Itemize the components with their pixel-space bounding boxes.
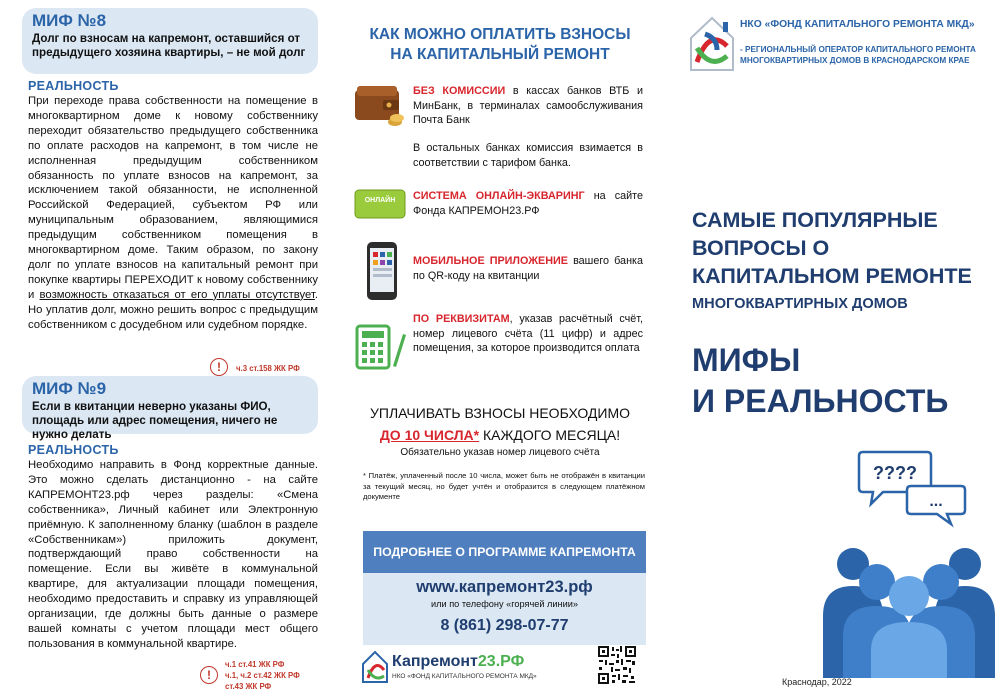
payment-method-cashier bbox=[413, 84, 643, 128]
myth-9-reality-text: Необходимо направить в Фонд корректные данные. Это можно сделать дистанционно - на сайте КАПРЕМОНТ23.рф через разделы: «Смена собственника», Личный кабинет или Электронную приёмную. К заполненному бланку (шаблон в разделе «Собственникам») приложить документ, подтверждающий право собственности на помещение. Если вы живёте в коммунальной квартире, для актуализации площади помещения, необходимо предоставить и справку из управляющей организации, где должны быть данные о размере вашей комнаты с учетом площади мест общего пользования в коммунальной квартире. bbox=[28, 459, 318, 650]
myths-title bbox=[692, 340, 997, 422]
method-4-text: , указав расчётный счёт, номер лицевого счёта (11 цифр) и адрес помещения, за которое производится оплата bbox=[413, 313, 643, 354]
payment-title-line-1: КАК МОЖНО ОПЛАТИТЬ ВЗНОСЫ bbox=[369, 26, 631, 43]
org-subtitle: - РЕГИОНАЛЬНЫЙ ОПЕРАТОР КАПИТАЛЬНОГО РЕМОНТА МНОГОКВАРТИРНЫХ ДОМОВ В КРАСНОДАРСКОМ КРАЕ bbox=[740, 45, 976, 65]
deadline-line-1: УПЛАЧИВАТЬ ВЗНОСЫ НЕОБХОДИМО bbox=[369, 405, 631, 421]
cover-title-line-1: САМЫЕ ПОПУЛЯРНЫЕ bbox=[692, 208, 938, 232]
myths-title-line-2: И РЕАЛЬНОСТЬ bbox=[692, 383, 949, 419]
myth-8-title: МИФ №8 bbox=[32, 11, 107, 30]
cover-column bbox=[665, 0, 1000, 692]
wallet-icon bbox=[353, 80, 405, 128]
calculator-document-icon bbox=[355, 322, 407, 372]
bubble-dots-text: ... bbox=[929, 493, 943, 510]
myth-9-statement: Если в квитанции неверно указаны ФИО, площадь или адрес помещения, ничего не нужно делать bbox=[32, 400, 278, 441]
contacts-box bbox=[363, 573, 646, 645]
myth-9-title: МИФ №9 bbox=[32, 379, 107, 398]
deadline-footnote: * Платёж, уплаченный после 10 числа, может быть не отображён в квитанции за текущий месяц, но будет учтён и отобразится в следующем платёжном документе bbox=[363, 471, 645, 501]
method-3-text: вашего банка по QR-коду на квитанции bbox=[413, 255, 643, 282]
city-year: Краснодар, 2022 bbox=[782, 677, 852, 687]
myth-8-text-end: . Но уплатив долг, можно решить вопрос с предыдущим собственником с досудебном или судебном порядке. bbox=[28, 288, 318, 331]
warning-icon: ! bbox=[210, 358, 228, 376]
warning-icon: ! bbox=[200, 666, 218, 684]
myth-8-reality-label: РЕАЛЬНОСТЬ bbox=[28, 79, 119, 93]
cover-title bbox=[692, 206, 997, 290]
method-4-highlight: ПО РЕКВИЗИТАМ bbox=[413, 313, 510, 325]
method-1-text: в кассах банков ВТБ и МинБанк, в терминалах самообслуживания Почта Банк bbox=[413, 85, 643, 126]
qr-code-icon[interactable] bbox=[597, 645, 637, 685]
fund-logo-icon bbox=[687, 14, 737, 72]
method-3-highlight: МОБИЛЬНОЕ ПРИЛОЖЕНИЕ bbox=[413, 255, 568, 267]
logo-text bbox=[392, 653, 524, 671]
deadline-account-note: Обязательно указав номер лицевого счёта bbox=[400, 447, 600, 458]
program-info-banner: ПОДРОБНЕЕ О ПРОГРАММЕ КАПРЕМОНТА bbox=[363, 531, 646, 573]
smartphone-icon bbox=[365, 240, 399, 302]
myth-9-reference-3: ст.43 ЖК РФ bbox=[225, 682, 272, 691]
cover-title-line-3: КАПИТАЛЬНОМ РЕМОНТЕ bbox=[692, 264, 972, 288]
logo-subtitle: НКО «ФОНД КАПИТАЛЬНОГО РЕМОНТА МКД» bbox=[392, 673, 537, 680]
hotline-phone[interactable]: 8 (861) 298-07-77 bbox=[440, 617, 569, 634]
deadline-highlight: ДО 10 ЧИСЛА* bbox=[379, 427, 480, 443]
myths-column bbox=[0, 0, 335, 692]
org-name: НКО «ФОНД КАПИТАЛЬНОГО РЕМОНТА МКД» bbox=[740, 19, 975, 30]
payment-method-requisites bbox=[413, 312, 643, 356]
bubble-question-text: ???? bbox=[873, 463, 917, 483]
myth-8-reality-text bbox=[28, 94, 318, 333]
method-2-text: на сайте Фонда КАПРЕМОН23.РФ bbox=[413, 190, 643, 217]
payment-title bbox=[335, 25, 665, 65]
payment-commission-note: В остальных банках комиссия взимается в соответствии с тарифом банка. bbox=[413, 142, 643, 169]
payment-method-online bbox=[413, 189, 643, 218]
myth-9-reference-1: ч.1 ст.41 ЖК РФ bbox=[225, 660, 285, 669]
phone-caption: или по телефону «горячей линии» bbox=[431, 599, 578, 609]
myth-9-reference-2: ч.1, ч.2 ст.42 ЖК РФ bbox=[225, 671, 300, 680]
people-questions-illustration bbox=[815, 446, 995, 678]
myth-8-box bbox=[22, 8, 318, 74]
myth-8-text-main: При переходе права собственности на помещение в многоквартирном доме к новому собственнику переходит обязательство предыдущего собственника по оплате расходов на капремонт, в том числе не исполненная предыдущим собственником обязанность по уплате взносов на капремонт, за исключением такой обязанности, не исполненной Российской Федерацией, субъектом РФ или муниципальным образованием, являющимися предыдущим собственником помещения в многоквартирном доме. Таким образом, по закону долг по уплате взносов на капитальный ремонт при покупке квартиры ПЕРЕХОДИТ к новому собственнику и bbox=[28, 95, 318, 301]
website-link[interactable]: www.капремонт23.рф bbox=[416, 578, 593, 596]
method-1-highlight: БЕЗ КОМИССИИ bbox=[413, 85, 506, 97]
myth-8-statement: Долг по взносам на капремонт, оставшийся от предыдущего хозяина квартиры, – не мой долг bbox=[32, 32, 306, 59]
myth-8-reference: ч.3 ст.158 ЖК РФ bbox=[236, 364, 300, 373]
myth-8-text-underlined: возможность отказаться от его уплаты отсутствует bbox=[39, 288, 315, 301]
payment-title-line-2: НА КАПИТАЛЬНЫЙ РЕМОНТ bbox=[390, 46, 610, 63]
logo-text-accent: 23.РФ bbox=[477, 653, 525, 670]
card-label: ОНЛАЙН bbox=[364, 197, 396, 204]
payment-method-mobile bbox=[413, 254, 643, 283]
myth-9-box bbox=[22, 376, 318, 441]
logo-text-main: Капремонт bbox=[392, 653, 478, 670]
deadline-rest: КАЖДОГО МЕСЯЦА! bbox=[479, 427, 621, 443]
bank-card-icon bbox=[353, 188, 409, 220]
cover-title-line-2: ВОПРОСЫ О bbox=[692, 236, 830, 260]
kapremont-logo bbox=[360, 648, 570, 688]
payment-column bbox=[335, 0, 665, 692]
myth-9-reality-label: РЕАЛЬНОСТЬ bbox=[28, 443, 119, 457]
deadline-line-2 bbox=[335, 426, 665, 444]
house-logo-icon bbox=[360, 648, 390, 684]
myths-title-line-1: МИФЫ bbox=[692, 342, 801, 378]
cover-subtitle: МНОГОКВАРТИРНЫХ ДОМОВ bbox=[692, 296, 908, 312]
method-2-highlight: СИСТЕМА ОНЛАЙН-ЭКВАРИНГ bbox=[413, 190, 585, 202]
